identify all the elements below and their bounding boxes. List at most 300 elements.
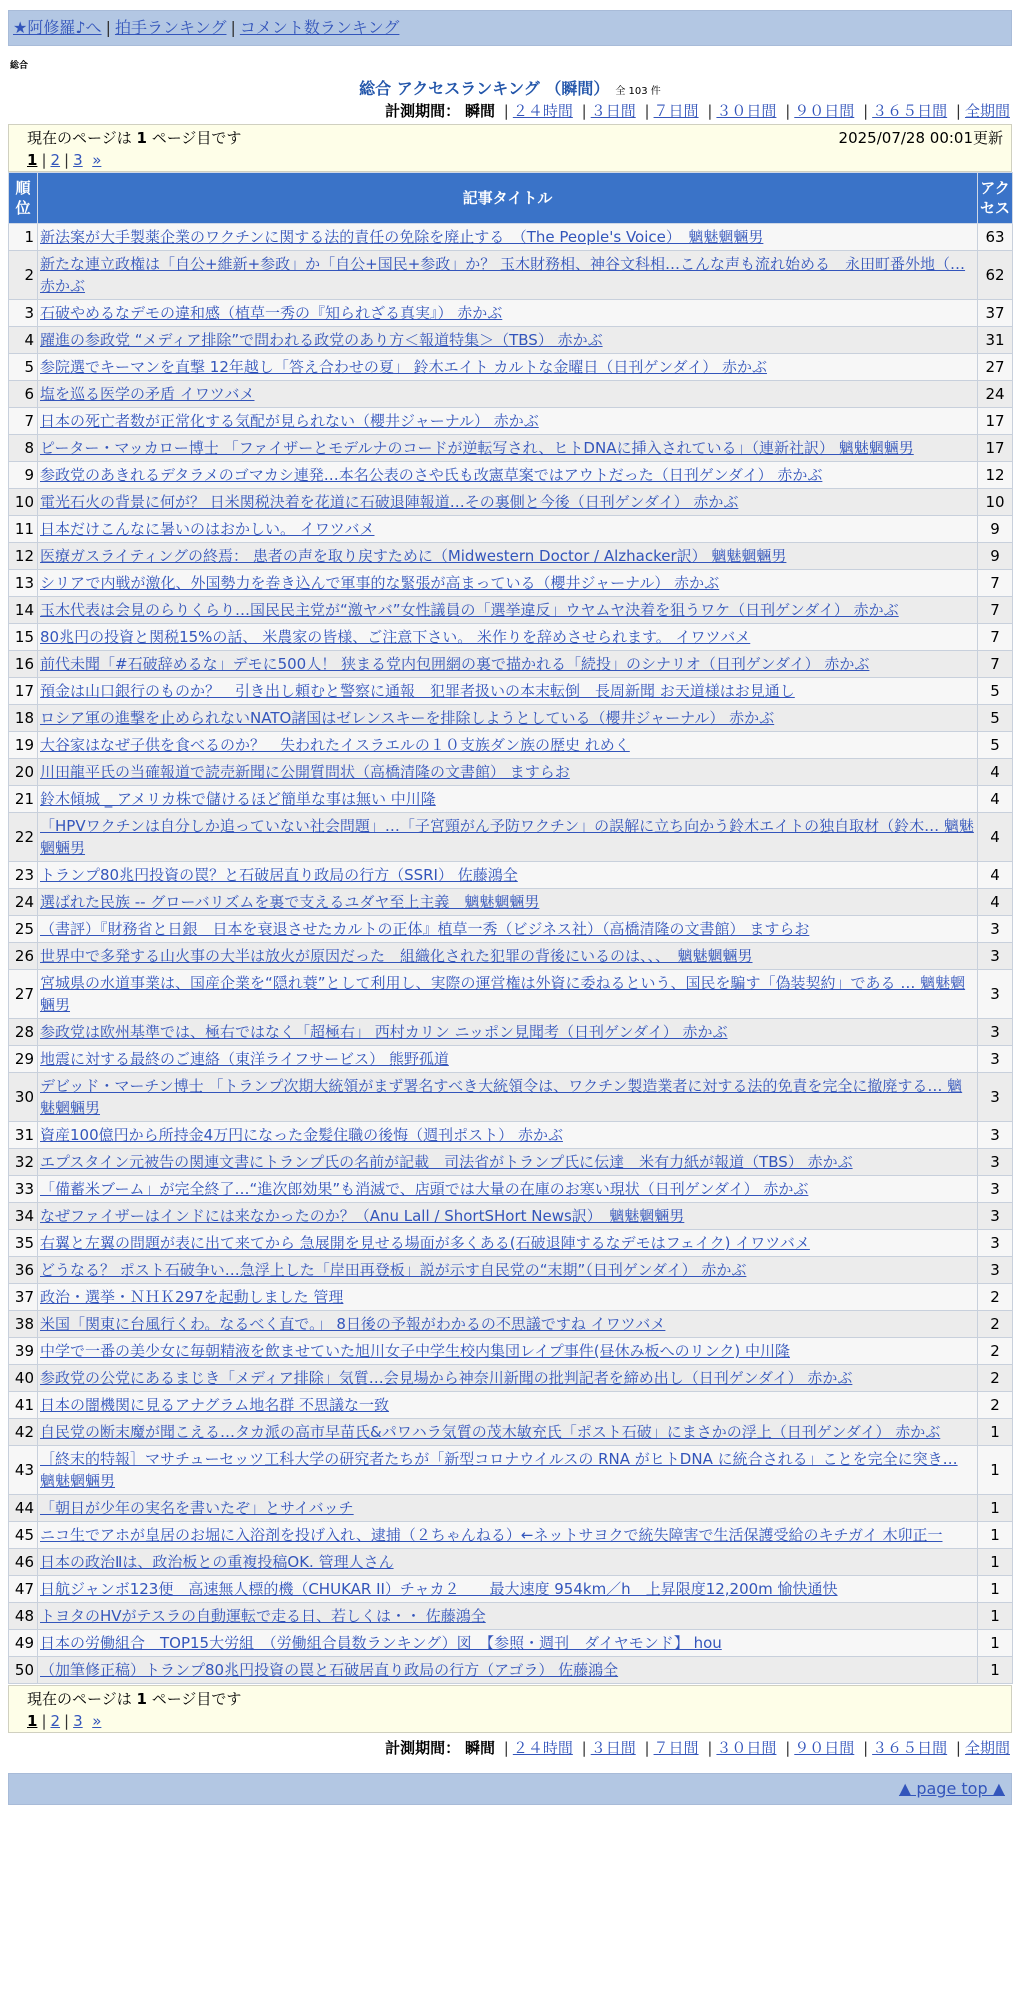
rank-number: 31 [9, 1122, 38, 1149]
article-title-link[interactable]: 米国「関東に台風行くわ。なるべく直で。」 8日後の予報がわかるの不思議ですね イワツバメ [40, 1315, 666, 1333]
page-separator: | [41, 1712, 47, 1730]
period-separator: | [955, 1739, 961, 1757]
rank-number: 47 [9, 1576, 38, 1603]
table-row [9, 1284, 1013, 1311]
nav-separator: | [230, 18, 236, 37]
table-row [9, 943, 1013, 970]
article-title-cell [38, 1446, 978, 1495]
article-title-cell [38, 251, 978, 300]
table-row [9, 1576, 1013, 1603]
rank-number: 23 [9, 862, 38, 889]
article-title-link[interactable]: エプスタイン元被告の関連文書にトランプ氏の名前が記載 司法省がトランプ氏に伝達 米有力紙が報道（TBS） 赤かぶ [40, 1153, 853, 1171]
page-link-3[interactable]: 3 [73, 151, 83, 169]
rank-number: 28 [9, 1019, 38, 1046]
table-row [9, 570, 1013, 597]
column-header-title: 記事タイトル [38, 173, 978, 224]
access-count: 17 [978, 435, 1013, 462]
article-title-cell [38, 1522, 978, 1549]
article-title-cell [38, 1257, 978, 1284]
access-count: 4 [978, 889, 1013, 916]
article-title-link[interactable]: 前代未聞「#石破辞めるな」デモに500人！ 狭まる党内包囲網の裏で描かれる「続投」のシナリオ（日刊ゲンダイ） 赤かぶ [40, 655, 870, 673]
article-title-link[interactable]: 川田龍平氏の当確報道で読売新聞に公開質問状（高橋清隆の文書館） ますらお [40, 763, 570, 781]
article-title-link[interactable]: 日本の政治Ⅱは、政治板との重複投稿OK. 管理人さん [40, 1553, 394, 1571]
ranking-title: 総合 アクセスランキング （瞬間） [359, 79, 610, 98]
table-row [9, 1419, 1013, 1446]
article-title-link[interactable]: （書評）『財務省と日銀 日本を衰退させたカルトの正体』植草一秀（ビジネス社）（高橋清隆の文書館） ますらお [40, 920, 810, 938]
rank-number: 36 [9, 1257, 38, 1284]
article-title-link[interactable]: デビッド・マーチン博士 「トランプ次期大統領がまず署名すべき大統領令は、ワクチン製造業者に対する法的免責を完全に撤廃する… 魑魅魍魎男 [40, 1077, 963, 1117]
table-row [9, 889, 1013, 916]
page-link-2[interactable]: 2 [50, 151, 61, 169]
top-nav [8, 10, 1012, 46]
rank-number: 21 [9, 786, 38, 813]
access-count: 3 [978, 1122, 1013, 1149]
access-count: 5 [978, 678, 1013, 705]
table-row [9, 1230, 1013, 1257]
article-title-cell [38, 543, 978, 570]
access-count: 9 [978, 516, 1013, 543]
rank-number: 13 [9, 570, 38, 597]
access-count: 7 [978, 624, 1013, 651]
access-count: 3 [978, 1073, 1013, 1122]
access-count: 1 [978, 1446, 1013, 1495]
article-title-cell [38, 651, 978, 678]
rank-number: 29 [9, 1046, 38, 1073]
article-title-cell [38, 1176, 978, 1203]
rank-number: 9 [9, 462, 38, 489]
access-count: 3 [978, 1203, 1013, 1230]
article-title-link[interactable]: トヨタのHVがテスラの自動運転で走る日、若しくは・・ 佐藤鴻全 [40, 1607, 486, 1625]
rank-number: 5 [9, 354, 38, 381]
access-count: 2 [978, 1311, 1013, 1338]
rank-number: 48 [9, 1603, 38, 1630]
access-count: 62 [978, 251, 1013, 300]
page-status-number-bottom: 1 [136, 1690, 147, 1708]
pager-top [8, 124, 1012, 172]
table-row [9, 1046, 1013, 1073]
table-row [9, 327, 1013, 354]
access-count: 3 [978, 1019, 1013, 1046]
rank-number: 7 [9, 408, 38, 435]
article-title-cell [38, 462, 978, 489]
pager-status-row-bottom [27, 1688, 1003, 1710]
period-link-all[interactable]: 全期間 [964, 102, 1010, 120]
rank-number: 50 [9, 1657, 38, 1684]
table-row [9, 786, 1013, 813]
table-row [9, 1392, 1013, 1419]
rank-number: 10 [9, 489, 38, 516]
article-title-link[interactable]: なぜファイザーはインドには来なかったのか？（Anu Lall / ShortSHort News訳） 魑魅魍魎男 [40, 1207, 685, 1225]
period-link-7d[interactable]: ７日間 [653, 102, 699, 120]
rank-number: 27 [9, 970, 38, 1019]
article-title-cell [38, 889, 978, 916]
table-row [9, 1603, 1013, 1630]
table-row [9, 516, 1013, 543]
access-count: 1 [978, 1419, 1013, 1446]
article-title-cell [38, 300, 978, 327]
access-count: 2 [978, 1365, 1013, 1392]
article-title-cell [38, 732, 978, 759]
table-row [9, 624, 1013, 651]
rank-number: 46 [9, 1549, 38, 1576]
article-title-cell [38, 224, 978, 251]
access-count: 7 [978, 570, 1013, 597]
article-title-link[interactable]: 参政党の公党にあるまじき「メディア排除」気質…会見場から神奈川新聞の批判記者を締め出し（日刊ゲンダイ） 赤かぶ [40, 1369, 853, 1387]
access-count: 3 [978, 970, 1013, 1019]
rank-number: 33 [9, 1176, 38, 1203]
access-count: 1 [978, 1549, 1013, 1576]
article-title-cell [38, 1203, 978, 1230]
article-title-cell [38, 1495, 978, 1522]
article-title-link[interactable]: 参政党は欧州基準では、極右ではなく「超極右」 西村カリン ニッポン見聞考（日刊ゲンダイ） 赤かぶ [40, 1023, 728, 1041]
page-status-bottom [27, 1688, 241, 1710]
article-title-link[interactable]: 玉木代表は会見のらりくらり…国民民主党が“激ヤバ”女性議員の「選挙違反」ウヤムヤ決着を狙うワケ（日刊ゲンダイ） 赤かぶ [40, 601, 899, 619]
article-title-cell [38, 624, 978, 651]
period-link-30d[interactable]: ３０日間 [716, 102, 777, 120]
rank-number: 12 [9, 543, 38, 570]
article-title-link[interactable]: 日本の死亡者数が正常化する気配が見られない（櫻井ジャーナル） 赤かぶ [40, 412, 539, 430]
article-title-cell [38, 1149, 978, 1176]
article-title-cell [38, 916, 978, 943]
access-count: 27 [978, 354, 1013, 381]
article-title-cell [38, 1073, 978, 1122]
period-current: 瞬間 [464, 102, 495, 120]
rank-number: 34 [9, 1203, 38, 1230]
table-row [9, 1176, 1013, 1203]
article-title-link[interactable]: トランプ80兆円投資の罠？と石破居直り政局の行方（SSRI） 佐藤鴻全 [40, 866, 518, 884]
article-title-link[interactable]: 参政党のあきれるデタラメのゴマカシ連発…本名公表のさや氏も改憲草案ではアウトだった（日刊ゲンダイ） 赤かぶ [40, 466, 823, 484]
access-count: 63 [978, 224, 1013, 251]
period-separator: | [785, 1739, 791, 1757]
column-header-rank: 順位 [9, 173, 38, 224]
page-separator: | [41, 151, 47, 169]
ranking-header-row [9, 173, 1013, 224]
article-title-link[interactable]: 日本だけこんなに暑いのはおかしい。 イワツバメ [40, 520, 375, 538]
article-title-link[interactable]: 躍進の参政党 “メディア排除”で問われる政党のあり方＜報道特集＞（TBS） 赤かぶ [40, 331, 603, 349]
period-separator: | [503, 102, 509, 120]
table-row [9, 543, 1013, 570]
table-row [9, 1365, 1013, 1392]
rank-number: 18 [9, 705, 38, 732]
rank-number: 8 [9, 435, 38, 462]
rank-number: 42 [9, 1419, 38, 1446]
nav-link-clap-ranking[interactable]: 拍手ランキング [114, 18, 227, 37]
period-link-all-bottom[interactable]: 全期間 [964, 1739, 1010, 1757]
access-count: 7 [978, 651, 1013, 678]
article-title-cell [38, 327, 978, 354]
article-title-link[interactable]: 電光石火の背景に何が？ 日米関税決着を花道に石破退陣報道…その裏側と今後（日刊ゲンダイ） 赤かぶ [40, 493, 739, 511]
access-count: 9 [978, 543, 1013, 570]
access-count: 3 [978, 916, 1013, 943]
rank-number: 44 [9, 1495, 38, 1522]
article-title-link[interactable]: 右翼と左翼の問題が表に出て来てから 急展開を見せる場面が多くある(石破退陣するなデモはフェイク) イワツバメ [40, 1234, 810, 1252]
article-title-link[interactable]: 自民党の断末魔が聞こえる…タカ派の高市早苗氏&パワハラ気質の茂木敏充氏「ポスト石破」にまさかの浮上（日刊ゲンダイ） 赤かぶ [40, 1423, 941, 1441]
article-title-link[interactable]: 参院選でキーマンを直撃 12年越し「答え合わせの夏」 鈴木エイト カルトな金曜日（日刊ゲンダイ） 赤かぶ [40, 358, 767, 376]
rank-number: 26 [9, 943, 38, 970]
period-link-24h[interactable]: ２４時間 [512, 102, 573, 120]
nav-link-comment-ranking[interactable]: コメント数ランキング [239, 18, 400, 37]
article-title-cell [38, 705, 978, 732]
access-count: 1 [978, 1657, 1013, 1684]
article-title-cell [38, 1365, 978, 1392]
article-title-link[interactable]: 地震に対する最終のご連絡（東洋ライフサービス） 熊野孤道 [40, 1050, 449, 1068]
period-separator: | [707, 102, 713, 120]
period-separator: | [955, 102, 961, 120]
table-row [9, 1338, 1013, 1365]
page-status-suffix: ページ目です [151, 129, 242, 147]
period-link-3d[interactable]: ３日間 [590, 102, 636, 120]
table-row [9, 759, 1013, 786]
nav-link-asyura-home[interactable]: ★阿修羅♪へ [13, 18, 102, 37]
article-title-cell [38, 408, 978, 435]
table-row [9, 597, 1013, 624]
rank-number: 3 [9, 300, 38, 327]
ranking-count: 全 103 件 [615, 86, 661, 97]
article-title-cell [38, 1122, 978, 1149]
rank-number: 17 [9, 678, 38, 705]
article-title-link[interactable]: 世界中で多発する山火事の大半は放火が原因だった 組織化された犯罪の背後にいるのは、、、 魑魅魍魎男 [40, 947, 753, 965]
access-count: 4 [978, 813, 1013, 862]
article-title-link[interactable]: 「HPVワクチンは自分しか追っていない社会問題」…「子宮頸がん予防ワクチン」の誤解に立ち向かう鈴木エイトの独自取材（鈴木… 魑魅魍魎男 [40, 817, 974, 857]
article-title-link[interactable]: 政治・選挙・ＮＨＫ297を起動しました 管理 [40, 1288, 344, 1306]
access-count: 7 [978, 597, 1013, 624]
article-title-cell [38, 862, 978, 889]
article-title-cell [38, 1230, 978, 1257]
page-link-3-bottom[interactable]: 3 [73, 1712, 83, 1730]
rank-number: 15 [9, 624, 38, 651]
access-count: 1 [978, 1603, 1013, 1630]
rank-number: 16 [9, 651, 38, 678]
article-title-link[interactable]: ［終末的特報］マサチューセッツ工科大学の研究者たちが「新型コロナウイルスの RNA がヒトDNA に統合される」ことを完全に突き… 魑魅魍魎男 [40, 1450, 958, 1490]
rank-number: 39 [9, 1338, 38, 1365]
article-title-cell [38, 970, 978, 1019]
article-title-cell [38, 1419, 978, 1446]
page-status [27, 127, 241, 149]
page-link-current: 1 [27, 151, 38, 169]
access-count: 2 [978, 1392, 1013, 1419]
article-title-link[interactable]: 新法案が大手製薬企業のワクチンに関する法的責任の免除を廃止する （The People's Voice） 魑魅魍魎男 [40, 228, 764, 246]
period-link-365d-bottom[interactable]: ３６５日間 [872, 1739, 948, 1757]
period-label: 計測期間： [385, 102, 461, 120]
access-count: 4 [978, 759, 1013, 786]
article-title-cell [38, 435, 978, 462]
article-title-link[interactable]: 医療ガスライティングの終焉： 患者の声を取り戻すために（Midwestern Doctor / Alzhacker訳） 魑魅魍魎男 [40, 547, 787, 565]
access-count: 4 [978, 862, 1013, 889]
pager-status-row [27, 127, 1003, 149]
rank-number: 32 [9, 1149, 38, 1176]
period-separator: | [581, 102, 587, 120]
article-title-link[interactable]: シリアで内戦が激化、外国勢力を巻き込んで軍事的な緊張が高まっている（櫻井ジャーナル） 赤かぶ [40, 574, 720, 592]
article-title-cell [38, 813, 978, 862]
updated-timestamp: 2025/07/28 00:01更新 [838, 129, 1003, 147]
rank-number: 2 [9, 251, 38, 300]
ranking-title-block [8, 76, 1012, 98]
period-link-30d-bottom[interactable]: ３０日間 [716, 1739, 777, 1757]
rank-number: 19 [9, 732, 38, 759]
article-title-link[interactable]: 鈴木傾城 _ アメリカ株で儲けるほど簡単な事は無い 中川隆 [40, 790, 436, 808]
access-count: 1 [978, 1576, 1013, 1603]
table-row [9, 1203, 1013, 1230]
footer-bar [8, 1773, 1012, 1805]
article-title-link[interactable]: 「朝日が少年の実名を書いたぞ」とサイバッチ [40, 1499, 354, 1517]
article-title-cell [38, 1576, 978, 1603]
page-next-link-bottom[interactable]: » [92, 1712, 102, 1730]
article-title-link[interactable]: 石破やめるなデモの違和感（植草一秀の『知られざる真実』） 赤かぶ [40, 304, 503, 322]
page-link-2-bottom[interactable]: 2 [50, 1712, 61, 1730]
table-row [9, 678, 1013, 705]
period-separator: | [707, 1739, 713, 1757]
period-separator: | [644, 102, 650, 120]
page-link-current-bottom: 1 [27, 1712, 38, 1730]
ranking-table [8, 172, 1013, 1684]
pager-links-bottom [27, 1710, 1003, 1732]
article-title-cell [38, 1019, 978, 1046]
article-title-link[interactable]: 新たな連立政権は「自公+維新+参政」か「自公+国民+参政」か？ 玉木財務相、神谷文科相…こんな声も流れ始める 永田町番外地（… 赤かぶ [40, 255, 966, 295]
rank-number: 43 [9, 1446, 38, 1495]
table-row [9, 1149, 1013, 1176]
period-selector [8, 98, 1012, 124]
page-status-number: 1 [136, 129, 147, 147]
article-title-cell [38, 1392, 978, 1419]
table-row [9, 1549, 1013, 1576]
rank-number: 35 [9, 1230, 38, 1257]
article-title-link[interactable]: 中学で一番の美少女に毎朝精液を飲ませていた旭川女子中学生校内集団レイプ事件(昼休み板へのリンク) 中川隆 [40, 1342, 790, 1360]
table-row [9, 1257, 1013, 1284]
access-count: 12 [978, 462, 1013, 489]
access-count: 1 [978, 1630, 1013, 1657]
article-title-link[interactable]: 預金は山口銀行のものか？ 引き出し頼むと警察に通報 犯罪者扱いの本末転倒 長周新聞 お天道様はお見通し [40, 682, 795, 700]
article-title-cell [38, 489, 978, 516]
table-row [9, 970, 1013, 1019]
rank-number: 45 [9, 1522, 38, 1549]
period-separator: | [863, 102, 869, 120]
article-title-link[interactable]: （加筆修正稿）トランプ80兆円投資の罠と石破居直り政局の行方（アゴラ） 佐藤鴻全 [40, 1661, 619, 1679]
article-title-link[interactable]: 塩を巡る医学の矛盾 イワツバメ [40, 385, 255, 403]
access-count: 24 [978, 381, 1013, 408]
nav-separator: | [105, 18, 111, 37]
article-title-cell [38, 759, 978, 786]
period-link-24h-bottom[interactable]: ２４時間 [512, 1739, 573, 1757]
period-separator: | [644, 1739, 650, 1757]
article-title-cell [38, 1657, 978, 1684]
table-row [9, 1630, 1013, 1657]
period-link-7d-bottom[interactable]: ７日間 [653, 1739, 699, 1757]
article-title-cell [38, 354, 978, 381]
table-row [9, 1019, 1013, 1046]
article-title-cell [38, 597, 978, 624]
article-title-cell [38, 943, 978, 970]
period-link-365d[interactable]: ３６５日間 [872, 102, 948, 120]
rank-number: 20 [9, 759, 38, 786]
page-top-link[interactable]: ▲ page top ▲ [898, 1779, 1005, 1798]
period-link-90d[interactable]: ９０日間 [794, 102, 855, 120]
rank-number: 24 [9, 889, 38, 916]
table-row [9, 862, 1013, 889]
table-row [9, 408, 1013, 435]
article-title-link[interactable]: 80兆円の投資と関税15%の話、 米農家の皆様、ご注意下さい。 米作りを辞めさせられます。 イワツバメ [40, 628, 751, 646]
access-count: 3 [978, 1230, 1013, 1257]
article-title-link[interactable]: 資産100億円から所持金4万円になった金髪住職の後悔（週刊ポスト） 赤かぶ [40, 1126, 563, 1144]
access-count: 4 [978, 786, 1013, 813]
article-title-cell [38, 786, 978, 813]
rank-number: 6 [9, 381, 38, 408]
table-row [9, 435, 1013, 462]
rank-number: 11 [9, 516, 38, 543]
article-title-link[interactable]: ロシア軍の進撃を止められないNATO諸国はゼレンスキーを排除しようとしている（櫻井ジャーナル） 赤かぶ [40, 709, 775, 727]
page-status-prefix: 現在のページは [27, 129, 132, 147]
article-title-link[interactable]: 宮城県の水道事業は、国産企業を“隠れ蓑”として利用し、実際の運営権は外資に委ねるという、国民を騙す「偽装契約」である … 魑魅魍魎男 [40, 974, 966, 1014]
rank-number: 14 [9, 597, 38, 624]
table-row [9, 651, 1013, 678]
rank-number: 38 [9, 1311, 38, 1338]
article-title-link[interactable]: 大谷家はなぜ子供を食べるのか？ 失われたイスラエルの１０支族ダン族の歴史 れめく [40, 736, 630, 754]
rank-number: 41 [9, 1392, 38, 1419]
table-row [9, 489, 1013, 516]
period-link-90d-bottom[interactable]: ９０日間 [794, 1739, 855, 1757]
article-title-link[interactable]: ピーター・マッカロー博士 「ファイザーとモデルナのコードが逆転写され、ヒトDNAに挿入されている」（連新社訳） 魑魅魍魎男 [40, 439, 914, 457]
period-current-bottom: 瞬間 [464, 1739, 495, 1757]
period-separator: | [503, 1739, 509, 1757]
period-link-3d-bottom[interactable]: ３日間 [590, 1739, 636, 1757]
access-count: 1 [978, 1495, 1013, 1522]
access-count: 5 [978, 705, 1013, 732]
table-row [9, 354, 1013, 381]
article-title-cell [38, 1284, 978, 1311]
column-header-access: アクセス [978, 173, 1013, 224]
page-separator: | [64, 1712, 70, 1730]
article-title-cell [38, 1630, 978, 1657]
access-count: 1 [978, 1522, 1013, 1549]
article-title-cell [38, 1549, 978, 1576]
table-row [9, 1073, 1013, 1122]
table-row [9, 1495, 1013, 1522]
table-row [9, 916, 1013, 943]
article-title-cell [38, 1338, 978, 1365]
access-count: 5 [978, 732, 1013, 759]
table-row [9, 1122, 1013, 1149]
article-title-link[interactable]: 日本の労働組合 TOP15大労組 （労働組合員数ランキング）図 【参照・週刊 ダイヤモンド】 hou [40, 1634, 722, 1652]
article-title-link[interactable]: どうなる？ ポスト石破争い…急浮上した「岸田再登板」説が示す自民党の“末期”（日刊ゲンダイ） 赤かぶ [40, 1261, 747, 1279]
access-count: 37 [978, 300, 1013, 327]
article-title-link[interactable]: 日航ジャンボ123便 高速無人標的機（CHUKAR II）チャカ２ 最大速度 954km／h 上昇限度12,200m 愉快通快 [40, 1580, 838, 1598]
article-title-cell [38, 678, 978, 705]
article-title-cell [38, 1603, 978, 1630]
rank-number: 25 [9, 916, 38, 943]
page-next-link[interactable]: » [92, 151, 102, 169]
rank-number: 40 [9, 1365, 38, 1392]
table-row [9, 1522, 1013, 1549]
article-title-cell [38, 570, 978, 597]
period-separator: | [785, 102, 791, 120]
section-label: 総合 [10, 61, 29, 71]
period-separator: | [581, 1739, 587, 1757]
rank-number: 37 [9, 1284, 38, 1311]
article-title-cell [38, 381, 978, 408]
access-count: 2 [978, 1338, 1013, 1365]
rank-number: 4 [9, 327, 38, 354]
table-row [9, 1446, 1013, 1495]
period-selector-bottom [8, 1735, 1012, 1761]
access-count: 10 [978, 489, 1013, 516]
article-title-link[interactable]: ニコ生でアホが皇居のお堀に入浴剤を投げ入れ、逮捕（２ちゃんねる）←ネットサヨクで統失障害で生活保護受給のキチガイ 木卯正一 [40, 1526, 943, 1544]
article-title-link[interactable]: 「備蓄米ブーム」が完全終了…“進次郎効果”も消滅で、店頭では大量の在庫のお寒い現状（日刊ゲンダイ） 赤かぶ [40, 1180, 809, 1198]
access-count: 3 [978, 1149, 1013, 1176]
article-title-link[interactable]: 日本の闇機関に見るアナグラム地名群 不思議な一致 [40, 1396, 390, 1414]
table-row [9, 224, 1013, 251]
article-title-link[interactable]: 選ばれた民族 -- グローバリズムを裏で支えるユダヤ至上主義 魑魅魍魎男 [40, 893, 540, 911]
table-row [9, 1311, 1013, 1338]
access-count: 3 [978, 1257, 1013, 1284]
